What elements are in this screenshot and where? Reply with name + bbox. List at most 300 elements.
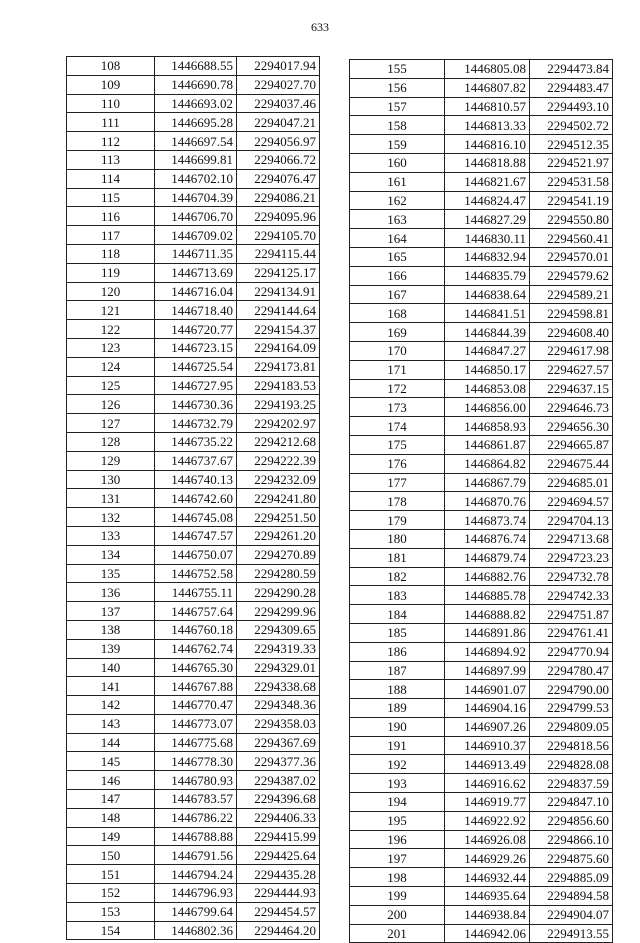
x-coordinate-cell: 1446695.28: [155, 113, 237, 132]
x-coordinate-cell: 1446864.82: [445, 454, 530, 473]
point-number-cell: 186: [350, 642, 445, 661]
x-coordinate-cell: 1446894.92: [445, 642, 530, 661]
x-coordinate-cell: 1446942.06: [445, 924, 530, 943]
x-coordinate-cell: 1446856.00: [445, 398, 530, 417]
y-coordinate-cell: 2294837.59: [530, 774, 613, 793]
point-number-cell: 166: [350, 266, 445, 285]
y-coordinate-cell: 2294329.01: [237, 658, 320, 677]
table-row: [67, 320, 320, 339]
y-coordinate-cell: 2294704.13: [530, 511, 613, 530]
x-coordinate-cell: 1446818.88: [445, 153, 530, 172]
table-row: [67, 696, 320, 715]
table-row: [350, 887, 613, 906]
y-coordinate-cell: 2294541.19: [530, 191, 613, 210]
x-coordinate-cell: 1446725.54: [155, 357, 237, 376]
point-number-cell: 112: [67, 132, 155, 151]
point-number-cell: 127: [67, 414, 155, 433]
x-coordinate-cell: 1446757.64: [155, 602, 237, 621]
x-coordinate-cell: 1446882.76: [445, 567, 530, 586]
point-number-cell: 194: [350, 793, 445, 812]
y-coordinate-cell: 2294493.10: [530, 97, 613, 116]
x-coordinate-cell: 1446916.62: [445, 774, 530, 793]
y-coordinate-cell: 2294367.69: [237, 733, 320, 752]
x-coordinate-cell: 1446824.47: [445, 191, 530, 210]
y-coordinate-cell: 2294694.57: [530, 492, 613, 511]
x-coordinate-cell: 1446870.76: [445, 492, 530, 511]
point-number-cell: 173: [350, 398, 445, 417]
point-number-cell: 176: [350, 454, 445, 473]
point-number-cell: 192: [350, 755, 445, 774]
x-coordinate-cell: 1446888.82: [445, 605, 530, 624]
point-number-cell: 126: [67, 395, 155, 414]
x-coordinate-cell: 1446702.10: [155, 169, 237, 188]
point-number-cell: 109: [67, 75, 155, 94]
table-row: [350, 567, 613, 586]
table-row: [67, 432, 320, 451]
x-coordinate-cell: 1446844.39: [445, 323, 530, 342]
table-row: [67, 846, 320, 865]
y-coordinate-cell: 2294685.01: [530, 473, 613, 492]
x-coordinate-cell: 1446876.74: [445, 529, 530, 548]
y-coordinate-cell: 2294608.40: [530, 323, 613, 342]
table-row: [67, 451, 320, 470]
x-coordinate-cell: 1446935.64: [445, 887, 530, 906]
y-coordinate-cell: 2294742.33: [530, 586, 613, 605]
x-coordinate-cell: 1446932.44: [445, 868, 530, 887]
point-number-cell: 156: [350, 78, 445, 97]
point-number-cell: 184: [350, 605, 445, 624]
x-coordinate-cell: 1446699.81: [155, 150, 237, 169]
table-row: [67, 602, 320, 621]
table-row: [350, 849, 613, 868]
point-number-cell: 124: [67, 357, 155, 376]
y-coordinate-cell: 2294732.78: [530, 567, 613, 586]
table-row: [350, 661, 613, 680]
point-number-cell: 128: [67, 432, 155, 451]
y-coordinate-cell: 2294570.01: [530, 247, 613, 266]
table-row: [67, 301, 320, 320]
table-row: [67, 376, 320, 395]
y-coordinate-cell: 2294847.10: [530, 793, 613, 812]
y-coordinate-cell: 2294358.03: [237, 714, 320, 733]
table-row: [67, 263, 320, 282]
x-coordinate-cell: 1446904.16: [445, 699, 530, 718]
point-number-cell: 175: [350, 435, 445, 454]
point-number-cell: 148: [67, 808, 155, 827]
point-number-cell: 180: [350, 529, 445, 548]
table-row: [67, 583, 320, 602]
table-row: [67, 620, 320, 639]
table-row: [350, 191, 613, 210]
x-coordinate-cell: 1446716.04: [155, 282, 237, 301]
table-row: [350, 868, 613, 887]
x-coordinate-cell: 1446858.93: [445, 417, 530, 436]
y-coordinate-cell: 2294037.46: [237, 94, 320, 113]
y-coordinate-cell: 2294828.08: [530, 755, 613, 774]
y-coordinate-cell: 2294193.25: [237, 395, 320, 414]
point-number-cell: 195: [350, 811, 445, 830]
x-coordinate-cell: 1446853.08: [445, 379, 530, 398]
y-coordinate-cell: 2294550.80: [530, 210, 613, 229]
x-coordinate-cell: 1446752.58: [155, 564, 237, 583]
y-coordinate-cell: 2294338.68: [237, 677, 320, 696]
x-coordinate-cell: 1446732.79: [155, 414, 237, 433]
x-coordinate-cell: 1446783.57: [155, 790, 237, 809]
table-row: [67, 508, 320, 527]
y-coordinate-cell: 2294027.70: [237, 75, 320, 94]
x-coordinate-cell: 1446773.07: [155, 714, 237, 733]
point-number-cell: 167: [350, 285, 445, 304]
table-row: [67, 808, 320, 827]
point-number-cell: 118: [67, 244, 155, 263]
y-coordinate-cell: 2294435.28: [237, 865, 320, 884]
y-coordinate-cell: 2294154.37: [237, 320, 320, 339]
y-coordinate-cell: 2294790.00: [530, 680, 613, 699]
table-row: [350, 341, 613, 360]
table-row: [67, 771, 320, 790]
y-coordinate-cell: 2294134.91: [237, 282, 320, 301]
y-coordinate-cell: 2294086.21: [237, 188, 320, 207]
y-coordinate-cell: 2294319.33: [237, 639, 320, 658]
y-coordinate-cell: 2294396.68: [237, 790, 320, 809]
point-number-cell: 113: [67, 150, 155, 169]
table-row: [67, 395, 320, 414]
point-number-cell: 165: [350, 247, 445, 266]
x-coordinate-cell: 1446767.88: [155, 677, 237, 696]
y-coordinate-cell: 2294770.94: [530, 642, 613, 661]
table-row: [350, 285, 613, 304]
table-row: [350, 379, 613, 398]
table-row: [67, 564, 320, 583]
table-row: [67, 790, 320, 809]
x-coordinate-cell: 1446879.74: [445, 548, 530, 567]
table-row: [350, 924, 613, 943]
y-coordinate-cell: 2294483.47: [530, 78, 613, 97]
y-coordinate-cell: 2294047.21: [237, 113, 320, 132]
point-number-cell: 187: [350, 661, 445, 680]
y-coordinate-cell: 2294454.57: [237, 902, 320, 921]
point-number-cell: 110: [67, 94, 155, 113]
table-row: [350, 78, 613, 97]
point-number-cell: 169: [350, 323, 445, 342]
y-coordinate-cell: 2294665.87: [530, 435, 613, 454]
table-row: [350, 492, 613, 511]
table-row: [350, 548, 613, 567]
table-row: [350, 210, 613, 229]
x-coordinate-cell: 1446847.27: [445, 341, 530, 360]
x-coordinate-cell: 1446745.08: [155, 508, 237, 527]
y-coordinate-cell: 2294222.39: [237, 451, 320, 470]
point-number-cell: 115: [67, 188, 155, 207]
x-coordinate-cell: 1446850.17: [445, 360, 530, 379]
table-row: [350, 398, 613, 417]
table-row: [350, 642, 613, 661]
y-coordinate-cell: 2294415.99: [237, 827, 320, 846]
table-row: [350, 360, 613, 379]
table-body: [350, 60, 613, 943]
y-coordinate-cell: 2294202.97: [237, 414, 320, 433]
y-coordinate-cell: 2294598.81: [530, 304, 613, 323]
x-coordinate-cell: 1446688.55: [155, 57, 237, 76]
point-number-cell: 140: [67, 658, 155, 677]
x-coordinate-cell: 1446891.86: [445, 623, 530, 642]
point-number-cell: 171: [350, 360, 445, 379]
point-number-cell: 197: [350, 849, 445, 868]
point-number-cell: 158: [350, 116, 445, 135]
table-row: [350, 97, 613, 116]
point-number-cell: 121: [67, 301, 155, 320]
table-row: [350, 116, 613, 135]
table-row: [350, 172, 613, 191]
x-coordinate-cell: 1446810.57: [445, 97, 530, 116]
point-number-cell: 149: [67, 827, 155, 846]
point-number-cell: 159: [350, 135, 445, 154]
table-row: [67, 658, 320, 677]
y-coordinate-cell: 2294144.64: [237, 301, 320, 320]
point-number-cell: 150: [67, 846, 155, 865]
point-number-cell: 178: [350, 492, 445, 511]
y-coordinate-cell: 2294579.62: [530, 266, 613, 285]
y-coordinate-cell: 2294875.60: [530, 849, 613, 868]
table-row: [350, 323, 613, 342]
point-number-cell: 141: [67, 677, 155, 696]
x-coordinate-cell: 1446926.08: [445, 830, 530, 849]
point-number-cell: 125: [67, 376, 155, 395]
point-number-cell: 151: [67, 865, 155, 884]
x-coordinate-cell: 1446711.35: [155, 244, 237, 263]
table-row: [67, 714, 320, 733]
x-coordinate-cell: 1446807.82: [445, 78, 530, 97]
table-row: [350, 755, 613, 774]
x-coordinate-cell: 1446827.29: [445, 210, 530, 229]
point-number-cell: 147: [67, 790, 155, 809]
y-coordinate-cell: 2294464.20: [237, 921, 320, 940]
table-row: [350, 830, 613, 849]
y-coordinate-cell: 2294818.56: [530, 736, 613, 755]
point-number-cell: 111: [67, 113, 155, 132]
table-row: [67, 169, 320, 188]
y-coordinate-cell: 2294444.93: [237, 884, 320, 903]
table-row: [350, 304, 613, 323]
table-row: [67, 282, 320, 301]
table-row: [67, 113, 320, 132]
point-number-cell: 131: [67, 489, 155, 508]
x-coordinate-cell: 1446720.77: [155, 320, 237, 339]
y-coordinate-cell: 2294377.36: [237, 752, 320, 771]
point-number-cell: 200: [350, 905, 445, 924]
x-coordinate-cell: 1446693.02: [155, 94, 237, 113]
x-coordinate-cell: 1446735.22: [155, 432, 237, 451]
x-coordinate-cell: 1446794.24: [155, 865, 237, 884]
point-number-cell: 157: [350, 97, 445, 116]
point-number-cell: 122: [67, 320, 155, 339]
table-row: [350, 586, 613, 605]
y-coordinate-cell: 2294290.28: [237, 583, 320, 602]
point-number-cell: 154: [67, 921, 155, 940]
table-row: [67, 545, 320, 564]
point-number-cell: 117: [67, 226, 155, 245]
x-coordinate-cell: 1446788.88: [155, 827, 237, 846]
y-coordinate-cell: 2294066.72: [237, 150, 320, 169]
table-row: [67, 188, 320, 207]
page-number: 633: [311, 20, 329, 34]
x-coordinate-cell: 1446885.78: [445, 586, 530, 605]
table-row: [67, 752, 320, 771]
y-coordinate-cell: 2294348.36: [237, 696, 320, 715]
y-coordinate-cell: 2294502.72: [530, 116, 613, 135]
point-number-cell: 145: [67, 752, 155, 771]
x-coordinate-cell: 1446922.92: [445, 811, 530, 830]
x-coordinate-cell: 1446780.93: [155, 771, 237, 790]
x-coordinate-cell: 1446765.30: [155, 658, 237, 677]
point-number-cell: 153: [67, 902, 155, 921]
coordinates-table-right: [349, 59, 613, 943]
y-coordinate-cell: 2294866.10: [530, 830, 613, 849]
point-number-cell: 163: [350, 210, 445, 229]
x-coordinate-cell: 1446723.15: [155, 338, 237, 357]
point-number-cell: 179: [350, 511, 445, 530]
x-coordinate-cell: 1446697.54: [155, 132, 237, 151]
point-number-cell: 136: [67, 583, 155, 602]
y-coordinate-cell: 2294183.53: [237, 376, 320, 395]
y-coordinate-cell: 2294076.47: [237, 169, 320, 188]
y-coordinate-cell: 2294017.94: [237, 57, 320, 76]
x-coordinate-cell: 1446742.60: [155, 489, 237, 508]
point-number-cell: 108: [67, 57, 155, 76]
y-coordinate-cell: 2294261.20: [237, 526, 320, 545]
table-row: [67, 338, 320, 357]
y-coordinate-cell: 2294521.97: [530, 153, 613, 172]
point-number-cell: 181: [350, 548, 445, 567]
x-coordinate-cell: 1446791.56: [155, 846, 237, 865]
point-number-cell: 190: [350, 717, 445, 736]
y-coordinate-cell: 2294761.41: [530, 623, 613, 642]
point-number-cell: 168: [350, 304, 445, 323]
point-number-cell: 183: [350, 586, 445, 605]
y-coordinate-cell: 2294270.89: [237, 545, 320, 564]
y-coordinate-cell: 2294913.55: [530, 924, 613, 943]
y-coordinate-cell: 2294627.57: [530, 360, 613, 379]
table-row: [67, 207, 320, 226]
table-row: [350, 811, 613, 830]
table-row: [67, 94, 320, 113]
y-coordinate-cell: 2294799.53: [530, 699, 613, 718]
x-coordinate-cell: 1446713.69: [155, 263, 237, 282]
table-row: [67, 226, 320, 245]
x-coordinate-cell: 1446805.08: [445, 60, 530, 79]
point-number-cell: 129: [67, 451, 155, 470]
point-number-cell: 196: [350, 830, 445, 849]
y-coordinate-cell: 2294512.35: [530, 135, 613, 154]
y-coordinate-cell: 2294309.65: [237, 620, 320, 639]
x-coordinate-cell: 1446737.67: [155, 451, 237, 470]
x-coordinate-cell: 1446718.40: [155, 301, 237, 320]
x-coordinate-cell: 1446799.64: [155, 902, 237, 921]
x-coordinate-cell: 1446802.36: [155, 921, 237, 940]
y-coordinate-cell: 2294531.58: [530, 172, 613, 191]
x-coordinate-cell: 1446897.99: [445, 661, 530, 680]
table-row: [350, 793, 613, 812]
table-row: [350, 605, 613, 624]
table-row: [350, 266, 613, 285]
point-number-cell: 188: [350, 680, 445, 699]
y-coordinate-cell: 2294173.81: [237, 357, 320, 376]
table-row: [350, 511, 613, 530]
y-coordinate-cell: 2294241.80: [237, 489, 320, 508]
table-row: [350, 736, 613, 755]
y-coordinate-cell: 2294675.44: [530, 454, 613, 473]
y-coordinate-cell: 2294723.23: [530, 548, 613, 567]
x-coordinate-cell: 1446796.93: [155, 884, 237, 903]
table-row: [350, 717, 613, 736]
table-row: [67, 150, 320, 169]
point-number-cell: 135: [67, 564, 155, 583]
point-number-cell: 182: [350, 567, 445, 586]
x-coordinate-cell: 1446901.07: [445, 680, 530, 699]
table-row: [67, 865, 320, 884]
x-coordinate-cell: 1446760.18: [155, 620, 237, 639]
y-coordinate-cell: 2294646.73: [530, 398, 613, 417]
x-coordinate-cell: 1446727.95: [155, 376, 237, 395]
x-coordinate-cell: 1446841.51: [445, 304, 530, 323]
x-coordinate-cell: 1446861.87: [445, 435, 530, 454]
y-coordinate-cell: 2294056.97: [237, 132, 320, 151]
point-number-cell: 174: [350, 417, 445, 436]
point-number-cell: 137: [67, 602, 155, 621]
table-row: [350, 699, 613, 718]
y-coordinate-cell: 2294894.58: [530, 887, 613, 906]
table-row: [67, 489, 320, 508]
y-coordinate-cell: 2294885.09: [530, 868, 613, 887]
table-row: [350, 135, 613, 154]
x-coordinate-cell: 1446690.78: [155, 75, 237, 94]
x-coordinate-cell: 1446730.36: [155, 395, 237, 414]
y-coordinate-cell: 2294713.68: [530, 529, 613, 548]
y-coordinate-cell: 2294473.84: [530, 60, 613, 79]
y-coordinate-cell: 2294406.33: [237, 808, 320, 827]
x-coordinate-cell: 1446762.74: [155, 639, 237, 658]
table-row: [67, 733, 320, 752]
point-number-cell: 130: [67, 470, 155, 489]
point-number-cell: 199: [350, 887, 445, 906]
point-number-cell: 132: [67, 508, 155, 527]
point-number-cell: 155: [350, 60, 445, 79]
x-coordinate-cell: 1446786.22: [155, 808, 237, 827]
x-coordinate-cell: 1446740.13: [155, 470, 237, 489]
table-row: [67, 132, 320, 151]
x-coordinate-cell: 1446938.84: [445, 905, 530, 924]
y-coordinate-cell: 2294212.68: [237, 432, 320, 451]
point-number-cell: 201: [350, 924, 445, 943]
point-number-cell: 139: [67, 639, 155, 658]
x-coordinate-cell: 1446821.67: [445, 172, 530, 191]
table-row: [350, 680, 613, 699]
table-row: [67, 414, 320, 433]
table-row: [67, 57, 320, 76]
table-row: [350, 435, 613, 454]
x-coordinate-cell: 1446907.26: [445, 717, 530, 736]
table-row: [67, 827, 320, 846]
x-coordinate-cell: 1446755.11: [155, 583, 237, 602]
point-number-cell: 116: [67, 207, 155, 226]
y-coordinate-cell: 2294105.70: [237, 226, 320, 245]
x-coordinate-cell: 1446816.10: [445, 135, 530, 154]
point-number-cell: 170: [350, 341, 445, 360]
y-coordinate-cell: 2294656.30: [530, 417, 613, 436]
table-row: [350, 905, 613, 924]
y-coordinate-cell: 2294115.44: [237, 244, 320, 263]
point-number-cell: 133: [67, 526, 155, 545]
